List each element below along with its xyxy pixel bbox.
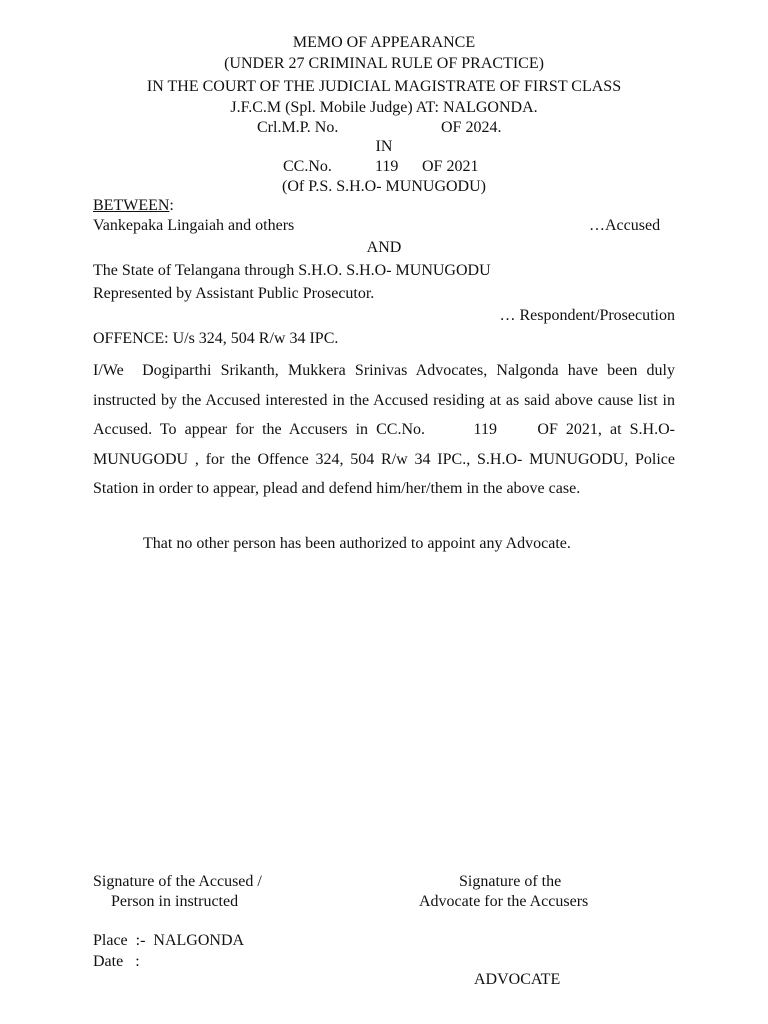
between-label: BETWEEN xyxy=(93,197,170,214)
court-line: IN THE COURT OF THE JUDICIAL MAGISTRATE OF FIRST CLASS xyxy=(146,78,622,95)
rule-line: (UNDER 27 CRIMINAL RULE OF PRACTICE) xyxy=(224,55,544,72)
between-colon: : xyxy=(169,197,174,214)
advocate-label: ADVOCATE xyxy=(474,971,561,988)
respondent-line-1: The State of Telangana through S.H.O. S.H.O- MUNUGODU xyxy=(93,262,491,279)
and-separator: AND xyxy=(366,239,402,256)
respondent-line-2: Represented by Assistant Public Prosecutor. xyxy=(93,285,375,302)
accused-role: …Accused xyxy=(589,217,661,234)
crlmp-year: OF 2024. xyxy=(441,119,502,136)
date-line: Date : xyxy=(93,953,140,970)
authorization-line: That no other person has been authorized to appoint any Advocate. xyxy=(143,535,571,552)
crlmp-label: Crl.M.P. No. xyxy=(257,119,339,136)
cc-number: 119 xyxy=(375,158,399,175)
appearance-paragraph: I/We Dogiparthi Srikanth, Mukkera Srinivas Advocates, Nalgonda have been duly instructed by the Accused interested in the Accused residing at as said above cause list in Accused. To appear for the Accusers in CC.No. 119 OF 2021, at S.H.O- MUNUGODU , for the Offence 324, 504 R/w 34 IPC., S.H.O- MUNUGODU, Police Station in order to appear, plead and defend him/her/them in the above case. xyxy=(93,362,679,497)
between-heading xyxy=(93,196,174,216)
in-line: IN xyxy=(375,138,393,155)
offence-line: OFFENCE: U/s 324, 504 R/w 34 IPC. xyxy=(93,330,339,347)
cc-year: OF 2021 xyxy=(422,158,479,175)
accused-name: Vankepaka Lingaiah and others xyxy=(93,217,295,234)
advocate-signature-line-1: Signature of the xyxy=(459,873,562,890)
cc-label: CC.No. xyxy=(283,158,332,175)
accused-signature-line-2: Person in instructed xyxy=(111,893,239,910)
advocate-signature-line-2: Advocate for the Accusers xyxy=(419,893,589,910)
judge-line: J.F.C.M (Spl. Mobile Judge) AT: NALGONDA. xyxy=(230,99,538,116)
memo-title: MEMO OF APPEARANCE xyxy=(292,34,476,51)
ps-line: (Of P.S. S.H.O- MUNUGODU) xyxy=(281,178,486,195)
accused-signature-line-1: Signature of the Accused / xyxy=(93,873,262,890)
place-line: Place :- NALGONDA xyxy=(93,932,245,949)
respondent-role: … Respondent/Prosecution xyxy=(499,307,675,324)
